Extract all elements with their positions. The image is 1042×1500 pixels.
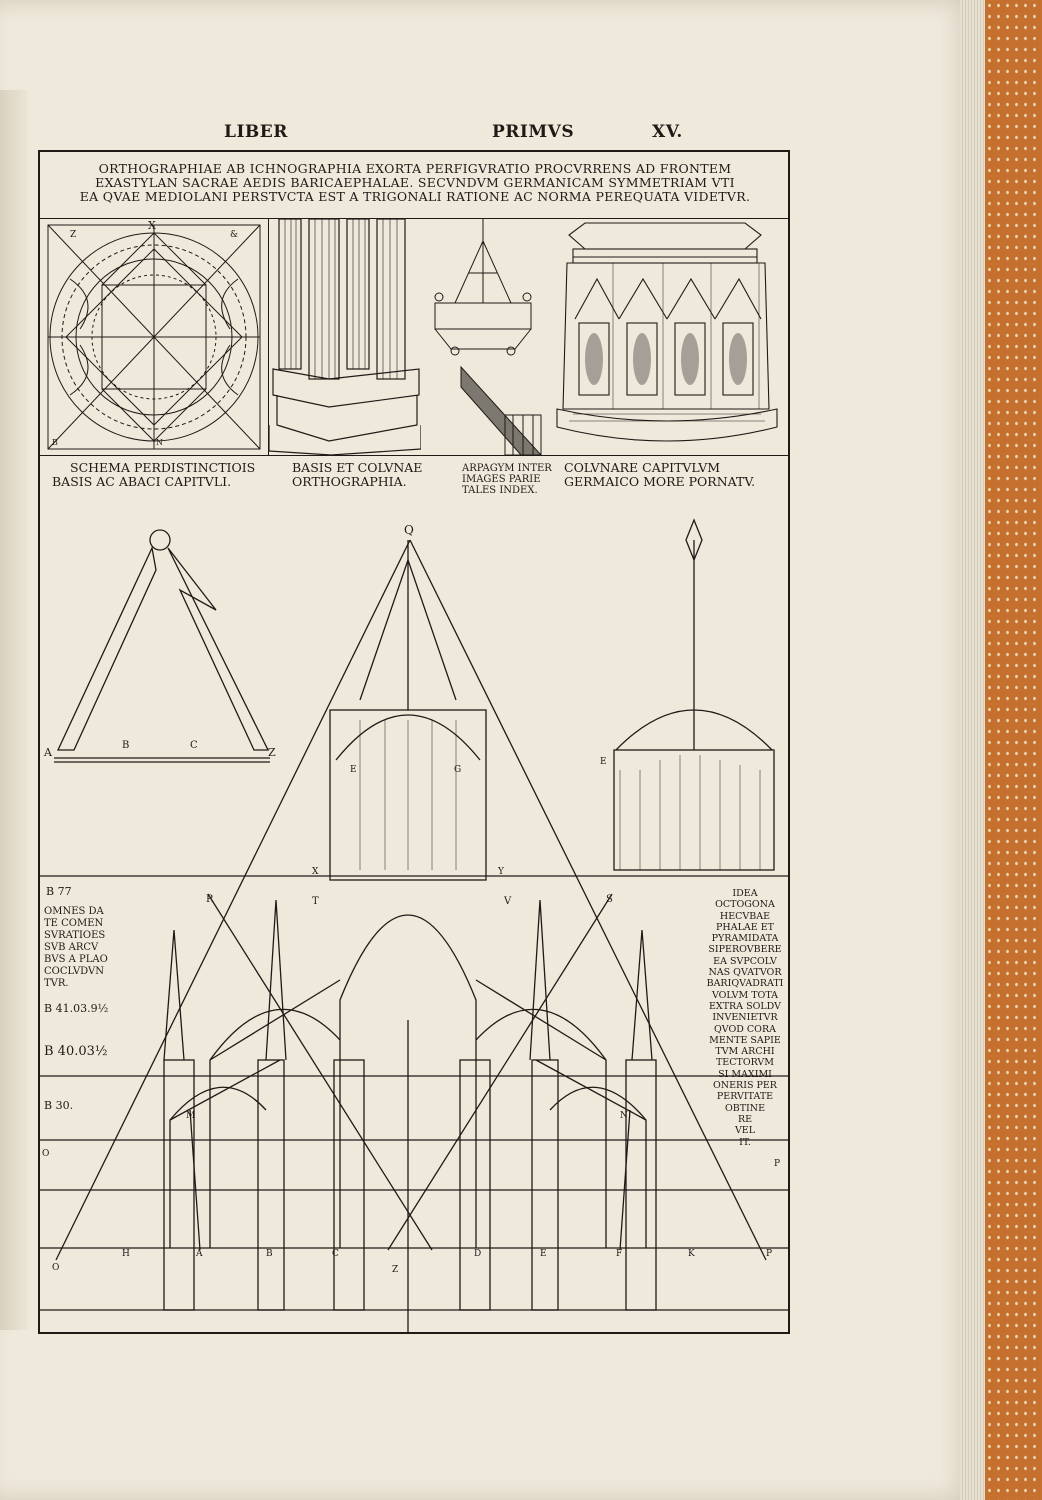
pendant-drawing xyxy=(421,219,545,455)
letter-r: R xyxy=(206,894,214,905)
letter-t: T xyxy=(312,896,319,907)
letter-x-upper: X xyxy=(312,867,319,877)
idea-line: IT. xyxy=(739,1136,751,1148)
idea-line: VOLVM TOTA xyxy=(711,989,779,1001)
label-capital-line: COLVNARE CAPITVLVM xyxy=(564,460,721,475)
idea-line: VEL xyxy=(734,1125,756,1137)
idea-line: TVM ARCHI xyxy=(715,1046,775,1058)
book-cover xyxy=(985,0,1042,1500)
compass-letter-c: C xyxy=(190,740,198,751)
idea-line: RE xyxy=(737,1113,753,1125)
schema-letter-b: B xyxy=(52,438,58,447)
idea-line: TECTORVM xyxy=(715,1057,775,1069)
idea-line: OBTINE xyxy=(724,1102,766,1114)
letter-g-upper: G xyxy=(454,765,462,775)
idea-line: QVOD CORA xyxy=(714,1023,776,1035)
label-pendant-line: ARPAGYM INTER xyxy=(462,463,552,474)
page-number: XV. xyxy=(652,122,683,142)
compass-letter-b: B xyxy=(122,740,130,751)
gutter-shadow xyxy=(0,90,28,1330)
label-pendant xyxy=(462,463,552,496)
label-schema-line: SCHEMA PERDISTINCTIOIS xyxy=(70,460,256,475)
measure-30: B 30. xyxy=(44,1099,74,1112)
idea-line: PERVITATE xyxy=(716,1091,774,1103)
idea-line: ONERIS PER xyxy=(713,1080,777,1092)
letter-v: V xyxy=(504,896,512,907)
capital-drawing xyxy=(545,219,788,455)
idea-line: MENTE SAPIE xyxy=(709,1034,781,1046)
schema-letter-amp: & xyxy=(230,230,239,240)
idea-line: HECVBAE xyxy=(719,910,771,922)
base-letter-o: O xyxy=(52,1263,60,1273)
label-capital-line: GERMAICO MORE PORNATV. xyxy=(564,474,756,489)
label-pendant-line: IMAGES PARIE xyxy=(462,474,541,485)
running-head-center: PRIMVS xyxy=(492,122,575,142)
plate-base-column xyxy=(269,219,421,455)
note-omnes-line: SVRATIOES xyxy=(44,930,106,941)
base-letter-a: A xyxy=(196,1249,203,1259)
base-letter-e: E xyxy=(540,1249,547,1259)
plate-caption xyxy=(55,162,775,204)
apex-letter-q: Q xyxy=(404,523,414,537)
label-base-column-line: ORTHOGRAPHIA. xyxy=(292,474,407,489)
cathedral-elevation xyxy=(40,500,788,1332)
idea-line: NAS QVATVOR xyxy=(708,967,782,979)
base-letter-b: B xyxy=(266,1249,273,1259)
letter-o-side: O xyxy=(42,1149,50,1159)
measure-b77: B 77 xyxy=(46,885,72,898)
measure-41: B 41.03.9½ xyxy=(44,1002,109,1015)
letter-s: S xyxy=(606,894,613,905)
caption-line: EXASTYLAN SACRAE AEDIS BARICAEPHALAE. SECVNDVM GERMANICAM SYMMETRIAM VTI xyxy=(95,175,735,190)
idea-line: IDEA xyxy=(732,888,758,899)
idea-line: EA SVPCOLV xyxy=(713,955,777,967)
schema-letter-x: X xyxy=(148,219,156,232)
schema-letter-n: N xyxy=(156,438,163,447)
label-schema xyxy=(52,461,255,489)
idea-line: PHALAE ET xyxy=(716,921,774,933)
idea-line: EXTRA SOLDV xyxy=(709,1000,781,1012)
tower-letter-e: E xyxy=(600,757,607,767)
idea-line: SIPEROVBERE xyxy=(708,944,782,956)
letter-n: N xyxy=(620,1111,628,1121)
note-omnes-line: COCLVDVN xyxy=(44,966,104,977)
label-base-column xyxy=(292,461,422,489)
column-base-drawing xyxy=(269,219,421,455)
letter-e-upper: E xyxy=(350,765,357,775)
base-letter-k: K xyxy=(688,1249,695,1259)
running-head-left: LIBER xyxy=(224,122,288,142)
note-omnes-line: TVR. xyxy=(44,978,69,989)
note-omnes-line: SVB ARCV xyxy=(44,942,99,953)
idea-line: PYRAMIDATA xyxy=(711,933,779,945)
base-letter-d: D xyxy=(474,1249,482,1259)
base-letter-c: C xyxy=(332,1249,339,1259)
base-letter-p: P xyxy=(766,1249,773,1259)
top-plates xyxy=(40,218,788,456)
plate-capital xyxy=(545,219,788,455)
plate-schema xyxy=(40,219,269,455)
idea-line: BARIQVADRATI xyxy=(706,978,784,990)
idea-line: OCTOGONA xyxy=(715,899,775,911)
plate-pendant xyxy=(421,219,545,455)
letter-p-side: P xyxy=(774,1159,781,1169)
letter-y-upper: Y xyxy=(498,867,504,877)
idea-line: INVENIETVR xyxy=(712,1012,778,1024)
schema-diagram xyxy=(40,219,268,455)
label-pendant-line: TALES INDEX. xyxy=(462,485,538,496)
base-letter-z: Z xyxy=(392,1265,399,1275)
compass-letter-a: A xyxy=(44,746,52,759)
label-base-column-line: BASIS ET COLVNAE xyxy=(292,460,423,475)
note-omnes-line: BVS A PLAO xyxy=(44,954,108,965)
base-letter-f: F xyxy=(616,1249,623,1259)
label-capital xyxy=(564,461,755,489)
base-letter-h: H xyxy=(122,1249,130,1259)
letter-m: M xyxy=(186,1111,196,1121)
compass-letter-z: Z xyxy=(268,746,276,759)
note-omnes xyxy=(44,906,108,990)
schema-letter-z: Z xyxy=(70,230,77,240)
label-schema-line: BASIS AC ABACI CAPITVLI. xyxy=(52,474,232,489)
caption-line: ORTHOGRAPHIAE AB ICHNOGRAPHIA EXORTA PERFIGVRATIO PROCVRRENS AD FRONTEM xyxy=(98,161,732,176)
note-omnes-line: TE COMEN xyxy=(44,918,104,929)
idea-line: SI MAXIMI xyxy=(718,1068,772,1080)
elevation-drawing xyxy=(40,500,788,1332)
note-omnes-line: OMNES DA xyxy=(44,906,104,917)
caption-line: EA QVAE MEDIOLANI PERSTVCTA EST A TRIGONALI RATIONE AC NORMA PEREQUATA VIDETVR. xyxy=(79,189,751,204)
note-idea xyxy=(705,888,785,1148)
measure-40: B 40.03½ xyxy=(44,1044,108,1059)
